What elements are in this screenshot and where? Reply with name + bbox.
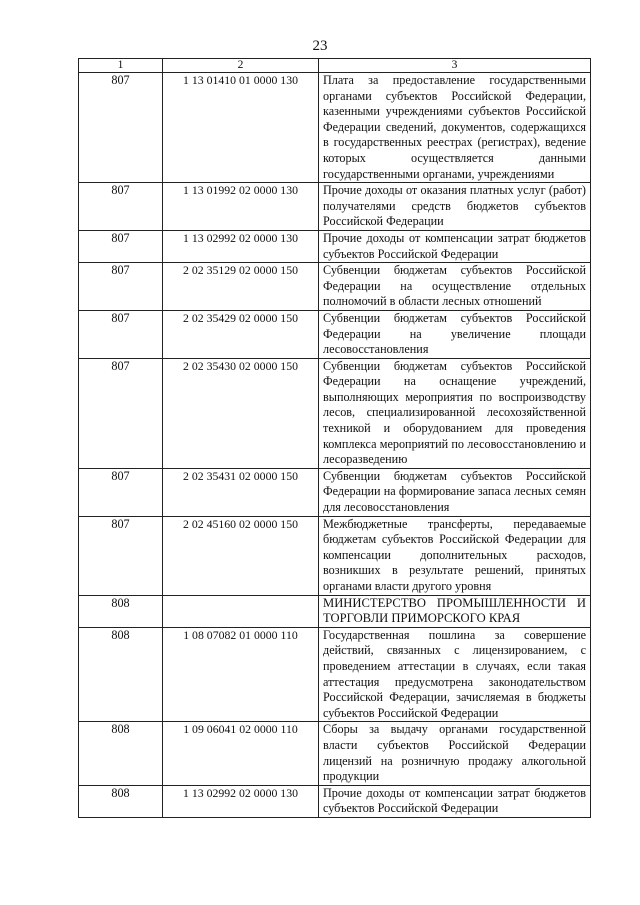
- revenue-name-cell: Сборы за выдачу органами государственной власти субъектов Российской Федерации лицензий на розничную продажу алкогольной продукции: [319, 722, 591, 785]
- revenue-code-cell: 1 13 01992 02 0000 130: [163, 183, 319, 231]
- revenue-code-cell: 2 02 35431 02 0000 150: [163, 468, 319, 516]
- table-header-row: [79, 59, 591, 73]
- table-row: [79, 73, 591, 183]
- admin-code-cell: 807: [79, 183, 163, 231]
- revenue-name-cell: Субвенции бюджетам субъектов Российской Федерации на формирование запаса лесных семян для лесовосстановления: [319, 468, 591, 516]
- revenue-name-cell: Субвенции бюджетам субъектов Российской Федерации на увеличение площади лесовосстановления: [319, 310, 591, 358]
- admin-code-cell: 808: [79, 785, 163, 817]
- table-row: [79, 310, 591, 358]
- revenue-name-cell: Прочие доходы от компенсации затрат бюджетов субъектов Российской Федерации: [319, 785, 591, 817]
- revenue-name-cell: Субвенции бюджетам субъектов Российской Федерации на осуществление отдельных полномочий в области лесных отношений: [319, 263, 591, 311]
- admin-code-cell: 807: [79, 310, 163, 358]
- admin-code-cell: 807: [79, 230, 163, 262]
- table-row: [79, 183, 591, 231]
- admin-code-cell: 808: [79, 722, 163, 785]
- table-row: [79, 785, 591, 817]
- column-header-1: 1: [79, 59, 163, 73]
- revenue-code-cell: 2 02 45160 02 0000 150: [163, 516, 319, 595]
- budget-classification-table: [78, 58, 591, 818]
- revenue-name-cell: Плата за предоставление государственными органами субъектов Российской Федерации, казенными учреждениями субъектов Российской Федерации сведений, документов, содержащихся в государственных реестрах (регистрах), ведение которых осуществляется данными государственными органами, учреждениями: [319, 73, 591, 183]
- table-row: [79, 358, 591, 468]
- column-header-3: 3: [319, 59, 591, 73]
- column-header-2: 2: [163, 59, 319, 73]
- page-number: 23: [312, 38, 328, 54]
- revenue-code-cell: 2 02 35129 02 0000 150: [163, 263, 319, 311]
- revenue-code-cell: 1 08 07082 01 0000 110: [163, 627, 319, 722]
- ministry-name-cell: МИНИСТЕРСТВО ПРОМЫШЛЕННОСТИ И ТОРГОВЛИ ПРИМОРСКОГО КРАЯ: [319, 595, 591, 627]
- revenue-name-cell: Субвенции бюджетам субъектов Российской Федерации на оснащение учреждений, выполняющих мероприятия по воспроизводству лесов, специализированной лесохозяйственной техникой и оборудованием для проведения комплекса мероприятий по лесовосстановлению и лесоразведению: [319, 358, 591, 468]
- revenue-code-cell: 1 13 02992 02 0000 130: [163, 785, 319, 817]
- table-row: [79, 722, 591, 785]
- revenue-name-cell: Государственная пошлина за совершение действий, связанных с лицензированием, с проведением аттестации в случаях, если такая аттестация предусмотрена законодательством Российской Федерации, зачисляемая в бюджеты субъектов Российской Федерации: [319, 627, 591, 722]
- admin-code-cell: 807: [79, 516, 163, 595]
- revenue-code-cell: 2 02 35429 02 0000 150: [163, 310, 319, 358]
- revenue-code-cell: 1 09 06041 02 0000 110: [163, 722, 319, 785]
- table-row: [79, 516, 591, 595]
- revenue-code-cell: 2 02 35430 02 0000 150: [163, 358, 319, 468]
- revenue-code-cell: [163, 595, 319, 627]
- admin-code-cell: 808: [79, 595, 163, 627]
- revenue-code-cell: 1 13 02992 02 0000 130: [163, 230, 319, 262]
- table-row: [79, 263, 591, 311]
- revenue-name-cell: Межбюджетные трансферты, передаваемые бюджетам субъектов Российской Федерации для компенсации дополнительных расходов, возникших в результате решений, принятых органами власти другого уровня: [319, 516, 591, 595]
- revenue-name-cell: Прочие доходы от оказания платных услуг (работ) получателями средств бюджетов субъектов Российской Федерации: [319, 183, 591, 231]
- revenue-code-cell: 1 13 01410 01 0000 130: [163, 73, 319, 183]
- admin-code-cell: 808: [79, 627, 163, 722]
- admin-code-cell: 807: [79, 263, 163, 311]
- admin-code-cell: 807: [79, 358, 163, 468]
- admin-code-cell: 807: [79, 468, 163, 516]
- table-row: [79, 627, 591, 722]
- table-row: [79, 230, 591, 262]
- admin-code-cell: 807: [79, 73, 163, 183]
- revenue-name-cell: Прочие доходы от компенсации затрат бюджетов субъектов Российской Федерации: [319, 230, 591, 262]
- table-row: [79, 468, 591, 516]
- ministry-heading-row: [79, 595, 591, 627]
